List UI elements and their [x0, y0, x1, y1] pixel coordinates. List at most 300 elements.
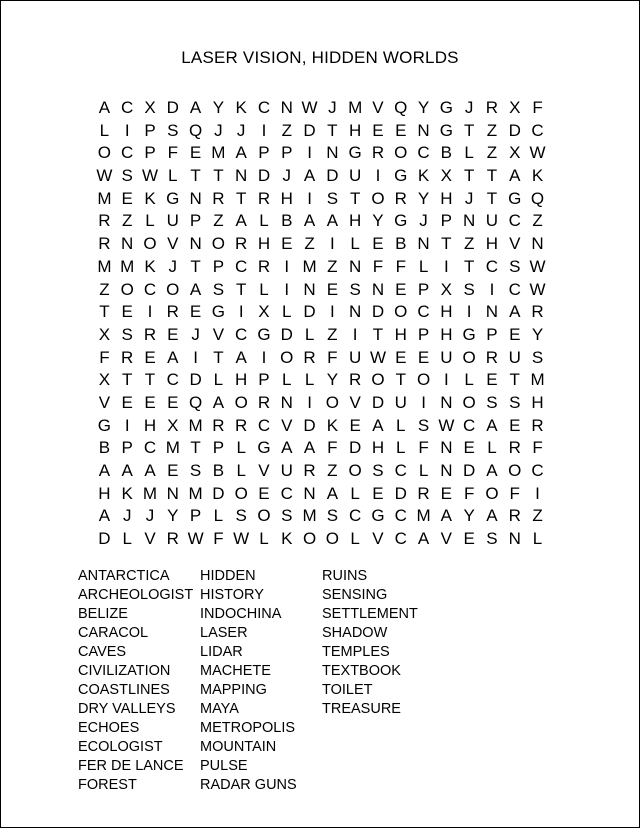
grid-letter[interactable]: F — [372, 256, 384, 276]
grid-letter[interactable]: U — [280, 461, 293, 480]
grid-letter[interactable]: E — [463, 529, 475, 549]
grid-letter[interactable]: U — [166, 211, 179, 231]
grid-letter[interactable]: J — [168, 256, 178, 276]
grid-letter[interactable]: A — [326, 211, 339, 231]
grid-letter[interactable]: Y — [372, 211, 384, 231]
grid-letter[interactable]: S — [121, 324, 133, 344]
grid-letter[interactable]: Q — [394, 98, 408, 117]
grid-letter[interactable]: S — [531, 347, 544, 367]
grid-letter[interactable]: L — [464, 370, 474, 390]
grid-letter[interactable]: R — [257, 188, 271, 208]
grid-letter[interactable]: V — [372, 529, 384, 549]
grid-letter[interactable]: K — [144, 188, 156, 208]
grid-letter[interactable]: H — [235, 370, 248, 390]
grid-letter[interactable]: N — [485, 302, 499, 322]
grid-letter[interactable]: I — [330, 234, 335, 254]
grid-letter[interactable]: M — [120, 256, 135, 276]
grid-letter[interactable]: E — [121, 188, 133, 208]
grid-letter[interactable]: L — [282, 302, 292, 322]
grid-letter[interactable]: O — [325, 392, 339, 412]
grid-letter[interactable]: G — [257, 324, 271, 344]
grid-letter[interactable]: G — [257, 438, 271, 458]
grid-letter[interactable]: Z — [486, 143, 498, 163]
grid-letter[interactable]: A — [326, 483, 339, 503]
grid-letter[interactable]: O — [166, 279, 180, 299]
grid-letter[interactable]: O — [280, 347, 294, 367]
grid-letter[interactable]: Z — [213, 211, 224, 231]
grid-letter[interactable]: E — [189, 302, 202, 322]
grid-letter[interactable]: T — [99, 302, 110, 322]
grid-letter[interactable]: P — [212, 256, 225, 276]
grid-letter[interactable]: I — [147, 302, 153, 322]
grid-letter[interactable]: I — [466, 302, 472, 322]
grid-letter[interactable]: X — [440, 166, 453, 186]
grid-letter[interactable]: D — [280, 324, 293, 344]
grid-letter[interactable]: A — [235, 347, 247, 367]
grid-letter[interactable]: E — [372, 483, 384, 503]
grid-letter[interactable]: K — [235, 98, 247, 117]
grid-letter[interactable]: R — [485, 347, 499, 367]
grid-letter[interactable]: I — [307, 392, 312, 412]
grid-letter[interactable]: S — [349, 279, 361, 299]
grid-letter[interactable]: N — [417, 120, 430, 140]
grid-letter[interactable]: O — [462, 347, 476, 367]
grid-letter[interactable]: R — [394, 188, 407, 208]
grid-letter[interactable]: E — [189, 143, 202, 163]
grid-letter[interactable]: E — [372, 234, 384, 254]
grid-letter[interactable]: S — [121, 166, 133, 186]
grid-letter[interactable]: O — [371, 188, 385, 208]
grid-letter[interactable]: T — [235, 279, 247, 299]
grid-letter[interactable]: S — [189, 461, 202, 480]
grid-letter[interactable]: G — [97, 415, 112, 435]
grid-letter[interactable]: P — [121, 438, 133, 458]
grid-letter[interactable]: D — [303, 120, 316, 140]
grid-letter[interactable]: A — [235, 143, 247, 163]
grid-letter[interactable]: R — [98, 234, 111, 254]
grid-letter[interactable]: T — [486, 166, 498, 186]
grid-letter[interactable]: T — [509, 370, 520, 390]
grid-letter[interactable]: R — [485, 98, 499, 117]
grid-letter[interactable]: A — [440, 506, 453, 526]
grid-letter[interactable]: C — [394, 506, 407, 526]
grid-letter[interactable]: G — [348, 143, 362, 163]
grid-letter[interactable]: P — [144, 120, 156, 140]
grid-letter[interactable]: O — [97, 143, 112, 163]
grid-letter[interactable]: E — [121, 302, 133, 322]
grid-letter[interactable]: Y — [167, 506, 179, 526]
grid-letter[interactable]: V — [440, 529, 453, 549]
grid-letter[interactable]: L — [259, 211, 269, 231]
grid-letter[interactable]: J — [282, 166, 292, 186]
grid-letter[interactable]: A — [303, 438, 316, 458]
grid-letter[interactable]: S — [486, 529, 498, 549]
grid-letter[interactable]: M — [211, 143, 226, 163]
grid-letter[interactable]: R — [303, 347, 316, 367]
grid-letter[interactable]: H — [394, 324, 407, 344]
grid-letter[interactable]: J — [214, 120, 223, 140]
grid-letter[interactable]: O — [394, 302, 408, 322]
grid-letter[interactable]: C — [508, 211, 521, 231]
grid-letter[interactable]: F — [418, 438, 429, 458]
grid-letter[interactable]: A — [372, 415, 384, 435]
grid-letter[interactable]: T — [190, 438, 201, 458]
grid-letter[interactable]: U — [394, 392, 407, 412]
grid-letter[interactable]: G — [439, 98, 453, 117]
grid-letter[interactable]: K — [531, 166, 544, 186]
grid-letter[interactable]: A — [486, 506, 498, 526]
grid-letter[interactable]: A — [189, 279, 202, 299]
grid-letter[interactable]: B — [212, 461, 225, 480]
grid-letter[interactable]: J — [191, 324, 200, 344]
grid-letter[interactable]: V — [212, 324, 225, 344]
grid-letter[interactable]: S — [509, 256, 521, 276]
grid-letter[interactable]: E — [395, 347, 407, 367]
grid-letter[interactable]: I — [421, 392, 426, 412]
grid-letter[interactable]: N — [280, 392, 293, 412]
grid-letter[interactable]: A — [189, 98, 202, 117]
grid-letter[interactable]: W — [187, 529, 204, 549]
grid-letter[interactable]: X — [509, 143, 521, 163]
grid-letter[interactable]: P — [189, 211, 202, 231]
grid-letter[interactable]: V — [509, 234, 521, 254]
grid-letter[interactable]: A — [144, 461, 156, 480]
grid-letter[interactable]: J — [122, 506, 132, 526]
grid-letter[interactable]: R — [531, 415, 544, 435]
grid-letter[interactable]: R — [166, 302, 179, 322]
grid-letter[interactable]: A — [303, 211, 316, 231]
grid-letter[interactable]: E — [349, 415, 361, 435]
grid-letter[interactable]: F — [532, 98, 543, 117]
grid-letter[interactable]: S — [372, 461, 384, 480]
grid-letter[interactable]: Y — [417, 188, 430, 208]
grid-letter[interactable]: E — [440, 483, 453, 503]
grid-letter[interactable]: E — [486, 370, 498, 390]
grid-letter[interactable]: I — [535, 483, 540, 503]
grid-letter[interactable]: P — [417, 279, 430, 299]
grid-letter[interactable]: J — [464, 98, 474, 117]
grid-letter[interactable]: E — [509, 324, 521, 344]
grid-letter[interactable]: Z — [463, 234, 475, 254]
grid-letter[interactable]: L — [350, 529, 360, 549]
grid-letter[interactable]: O — [394, 143, 408, 163]
grid-letter[interactable]: R — [257, 256, 271, 276]
grid-letter[interactable]: D — [349, 438, 362, 458]
grid-letter[interactable]: A — [509, 166, 521, 186]
grid-letter[interactable]: A — [486, 415, 498, 435]
grid-letter[interactable]: D — [371, 392, 385, 412]
grid-letter[interactable]: F — [463, 483, 475, 503]
grid-letter[interactable]: N — [166, 483, 179, 503]
grid-letter[interactable]: P — [486, 324, 498, 344]
grid-letter[interactable]: T — [463, 256, 475, 276]
grid-letter[interactable]: N — [326, 143, 339, 163]
grid-letter[interactable]: L — [350, 483, 360, 503]
grid-letter[interactable]: E — [167, 461, 179, 480]
grid-letter[interactable]: I — [307, 143, 312, 163]
grid-letter[interactable]: E — [144, 392, 156, 412]
grid-letter[interactable]: N — [189, 234, 202, 254]
grid-letter[interactable]: R — [417, 483, 430, 503]
grid-letter[interactable]: C — [485, 256, 499, 276]
grid-letter[interactable]: R — [531, 302, 544, 322]
grid-letter[interactable]: H — [531, 392, 544, 412]
grid-letter[interactable]: I — [307, 188, 312, 208]
grid-letter[interactable]: C — [280, 483, 293, 503]
grid-letter[interactable]: R — [98, 211, 111, 231]
grid-letter[interactable]: D — [508, 120, 521, 140]
grid-letter[interactable]: J — [236, 120, 246, 140]
grid-letter[interactable]: M — [302, 506, 317, 526]
grid-letter[interactable]: Y — [463, 506, 475, 526]
grid-letter[interactable]: A — [235, 211, 247, 231]
grid-letter[interactable]: A — [98, 98, 111, 117]
grid-letter[interactable]: C — [349, 506, 362, 526]
grid-letter[interactable]: D — [98, 529, 111, 549]
grid-letter[interactable]: A — [98, 506, 111, 526]
grid-letter[interactable]: S — [509, 392, 521, 412]
grid-letter[interactable]: L — [259, 279, 269, 299]
grid-letter[interactable]: O — [371, 370, 385, 390]
grid-letter[interactable]: P — [144, 143, 156, 163]
grid-letter[interactable]: E — [417, 347, 430, 367]
grid-letter[interactable]: R — [235, 415, 248, 435]
grid-letter[interactable]: E — [281, 234, 293, 254]
grid-letter[interactable]: N — [371, 279, 385, 299]
grid-letter[interactable]: O — [325, 529, 339, 549]
grid-letter[interactable]: I — [443, 370, 449, 390]
grid-letter[interactable]: M — [97, 256, 112, 276]
grid-letter[interactable]: R — [303, 461, 316, 480]
grid-letter[interactable]: A — [509, 302, 521, 322]
grid-letter[interactable]: I — [375, 166, 381, 186]
grid-letter[interactable]: C — [257, 415, 271, 435]
grid-letter[interactable]: B — [281, 211, 293, 231]
grid-letter[interactable]: Z — [281, 120, 292, 140]
grid-letter[interactable]: O — [234, 483, 248, 503]
grid-letter[interactable]: V — [258, 461, 270, 480]
grid-letter[interactable]: K — [144, 256, 156, 276]
grid-letter[interactable]: L — [487, 438, 497, 458]
grid-letter[interactable]: P — [258, 143, 270, 163]
grid-letter[interactable]: F — [327, 347, 338, 367]
grid-letter[interactable]: I — [489, 279, 495, 299]
grid-letter[interactable]: U — [485, 211, 499, 231]
grid-letter[interactable]: L — [418, 256, 429, 276]
grid-letter[interactable]: I — [443, 256, 449, 276]
grid-letter[interactable]: F — [509, 483, 520, 503]
grid-letter[interactable]: C — [166, 370, 179, 390]
grid-letter[interactable]: I — [261, 120, 267, 140]
grid-letter[interactable]: T — [463, 120, 475, 140]
grid-letter[interactable]: L — [145, 211, 155, 231]
grid-letter[interactable]: O — [257, 506, 271, 526]
grid-letter[interactable]: M — [302, 256, 317, 276]
grid-letter[interactable]: K — [281, 529, 293, 549]
grid-letter[interactable]: T — [349, 188, 361, 208]
grid-letter[interactable]: H — [371, 438, 385, 458]
grid-letter[interactable]: M — [165, 438, 180, 458]
grid-letter[interactable]: Q — [188, 392, 203, 412]
grid-letter[interactable]: P — [440, 211, 453, 231]
grid-letter[interactable]: R — [212, 188, 225, 208]
grid-letter[interactable]: M — [142, 483, 158, 503]
grid-letter[interactable]: T — [190, 256, 201, 276]
grid-letter[interactable]: M — [97, 188, 112, 208]
grid-letter[interactable]: G — [371, 506, 385, 526]
grid-letter[interactable]: A — [303, 166, 316, 186]
grid-letter[interactable]: H — [440, 302, 453, 322]
grid-letter[interactable]: A — [281, 438, 293, 458]
grid-letter[interactable]: L — [213, 370, 224, 390]
grid-letter[interactable]: L — [396, 438, 406, 458]
grid-letter[interactable]: L — [236, 461, 246, 480]
grid-letter[interactable]: H — [440, 324, 453, 344]
grid-letter[interactable]: T — [213, 166, 224, 186]
grid-letter[interactable]: A — [98, 461, 111, 480]
grid-letter[interactable]: N — [440, 392, 453, 412]
grid-letter[interactable]: N — [440, 461, 453, 480]
grid-letter[interactable]: Y — [212, 98, 225, 117]
grid-letter[interactable]: I — [352, 324, 358, 344]
grid-letter[interactable]: Z — [304, 234, 315, 254]
grid-letter[interactable]: G — [439, 120, 453, 140]
grid-letter[interactable]: P — [258, 370, 270, 390]
grid-letter[interactable]: I — [261, 347, 267, 367]
grid-letter[interactable]: S — [463, 279, 475, 299]
grid-letter[interactable]: P — [212, 438, 225, 458]
grid-letter[interactable]: T — [463, 166, 475, 186]
grid-letter[interactable]: A — [167, 347, 179, 367]
grid-letter[interactable]: Z — [327, 461, 338, 480]
grid-letter[interactable]: E — [395, 120, 407, 140]
grid-letter[interactable]: O — [485, 483, 499, 503]
grid-letter[interactable]: L — [464, 143, 474, 163]
grid-letter[interactable]: M — [530, 370, 545, 390]
grid-letter[interactable]: S — [486, 392, 498, 412]
grid-letter[interactable]: U — [508, 347, 521, 367]
grid-letter[interactable]: O — [143, 234, 157, 254]
grid-letter[interactable]: E — [258, 483, 270, 503]
grid-letter[interactable]: Y — [417, 98, 430, 117]
grid-letter[interactable]: S — [281, 506, 293, 526]
grid-letter[interactable]: T — [190, 166, 201, 186]
grid-letter[interactable]: W — [529, 143, 546, 163]
grid-letter[interactable]: H — [143, 415, 157, 435]
grid-letter[interactable]: R — [143, 324, 157, 344]
grid-letter[interactable]: V — [349, 392, 361, 412]
grid-letter[interactable]: O — [462, 392, 476, 412]
grid-letter[interactable]: R — [235, 234, 248, 254]
grid-letter[interactable]: N — [417, 234, 430, 254]
grid-letter[interactable]: F — [167, 143, 178, 163]
grid-letter[interactable]: S — [167, 120, 179, 140]
grid-letter[interactable]: L — [350, 234, 360, 254]
grid-letter[interactable]: V — [167, 234, 179, 254]
grid-letter[interactable]: N — [440, 438, 453, 458]
grid-letter[interactable]: G — [211, 302, 225, 322]
grid-letter[interactable]: L — [396, 415, 406, 435]
grid-letter[interactable]: L — [304, 324, 315, 344]
grid-letter[interactable]: C — [531, 461, 544, 480]
grid-letter[interactable]: O — [302, 529, 317, 549]
grid-letter[interactable]: L — [304, 370, 315, 390]
grid-letter[interactable]: C — [143, 279, 157, 299]
grid-letter[interactable]: N — [531, 234, 544, 254]
grid-letter[interactable]: Z — [532, 506, 543, 526]
grid-letter[interactable]: E — [121, 392, 133, 412]
grid-letter[interactable]: E — [372, 120, 384, 140]
grid-letter[interactable]: M — [188, 483, 203, 503]
grid-letter[interactable]: O — [120, 279, 134, 299]
grid-letter[interactable]: D — [371, 302, 385, 322]
grid-letter[interactable]: H — [257, 234, 271, 254]
grid-letter[interactable]: R — [508, 438, 521, 458]
grid-letter[interactable]: J — [328, 98, 337, 117]
grid-letter[interactable]: I — [238, 302, 244, 322]
grid-letter[interactable]: T — [395, 370, 406, 390]
grid-letter[interactable]: T — [213, 347, 224, 367]
grid-letter[interactable]: E — [395, 279, 407, 299]
grid-letter[interactable]: R — [166, 529, 179, 549]
grid-letter[interactable]: E — [167, 392, 179, 412]
grid-letter[interactable]: X — [144, 98, 156, 117]
grid-letter[interactable]: J — [145, 506, 155, 526]
grid-letter[interactable]: H — [349, 211, 362, 231]
grid-letter[interactable]: C — [394, 461, 407, 480]
grid-letter[interactable]: W — [529, 279, 546, 299]
grid-letter[interactable]: C — [257, 98, 271, 117]
grid-letter[interactable]: T — [441, 234, 452, 254]
grid-letter[interactable]: C — [121, 143, 134, 163]
grid-letter[interactable]: N — [235, 166, 248, 186]
grid-letter[interactable]: W — [301, 98, 318, 117]
grid-letter[interactable]: C — [508, 279, 521, 299]
grid-letter[interactable]: F — [213, 529, 224, 549]
grid-letter[interactable]: V — [281, 415, 293, 435]
grid-letter[interactable]: X — [509, 98, 521, 117]
grid-letter[interactable]: O — [416, 370, 431, 390]
grid-letter[interactable]: B — [98, 438, 111, 458]
grid-letter[interactable]: W — [369, 347, 386, 367]
grid-letter[interactable]: S — [417, 415, 430, 435]
grid-letter[interactable]: B — [395, 234, 407, 254]
grid-letter[interactable]: T — [327, 120, 338, 140]
grid-letter[interactable]: N — [349, 302, 362, 322]
grid-letter[interactable]: U — [349, 166, 362, 186]
grid-letter[interactable]: E — [326, 279, 339, 299]
grid-letter[interactable]: C — [121, 98, 134, 117]
grid-letter[interactable]: Z — [327, 324, 338, 344]
grid-letter[interactable]: I — [284, 256, 290, 276]
grid-letter[interactable]: P — [417, 324, 430, 344]
grid-letter[interactable]: N — [280, 98, 293, 117]
grid-letter[interactable]: C — [463, 415, 476, 435]
grid-letter[interactable]: Z — [532, 211, 543, 231]
grid-letter[interactable]: C — [394, 529, 407, 549]
grid-letter[interactable]: H — [440, 188, 453, 208]
grid-letter[interactable]: R — [349, 370, 362, 390]
grid-letter[interactable]: I — [124, 120, 130, 140]
grid-letter[interactable]: I — [284, 279, 290, 299]
grid-letter[interactable]: M — [416, 506, 431, 526]
grid-letter[interactable]: H — [98, 483, 111, 503]
grid-letter[interactable]: Q — [188, 120, 203, 140]
grid-letter[interactable]: W — [529, 256, 546, 276]
grid-letter[interactable]: X — [98, 324, 111, 344]
grid-letter[interactable]: O — [348, 461, 362, 480]
grid-letter[interactable]: S — [212, 279, 225, 299]
